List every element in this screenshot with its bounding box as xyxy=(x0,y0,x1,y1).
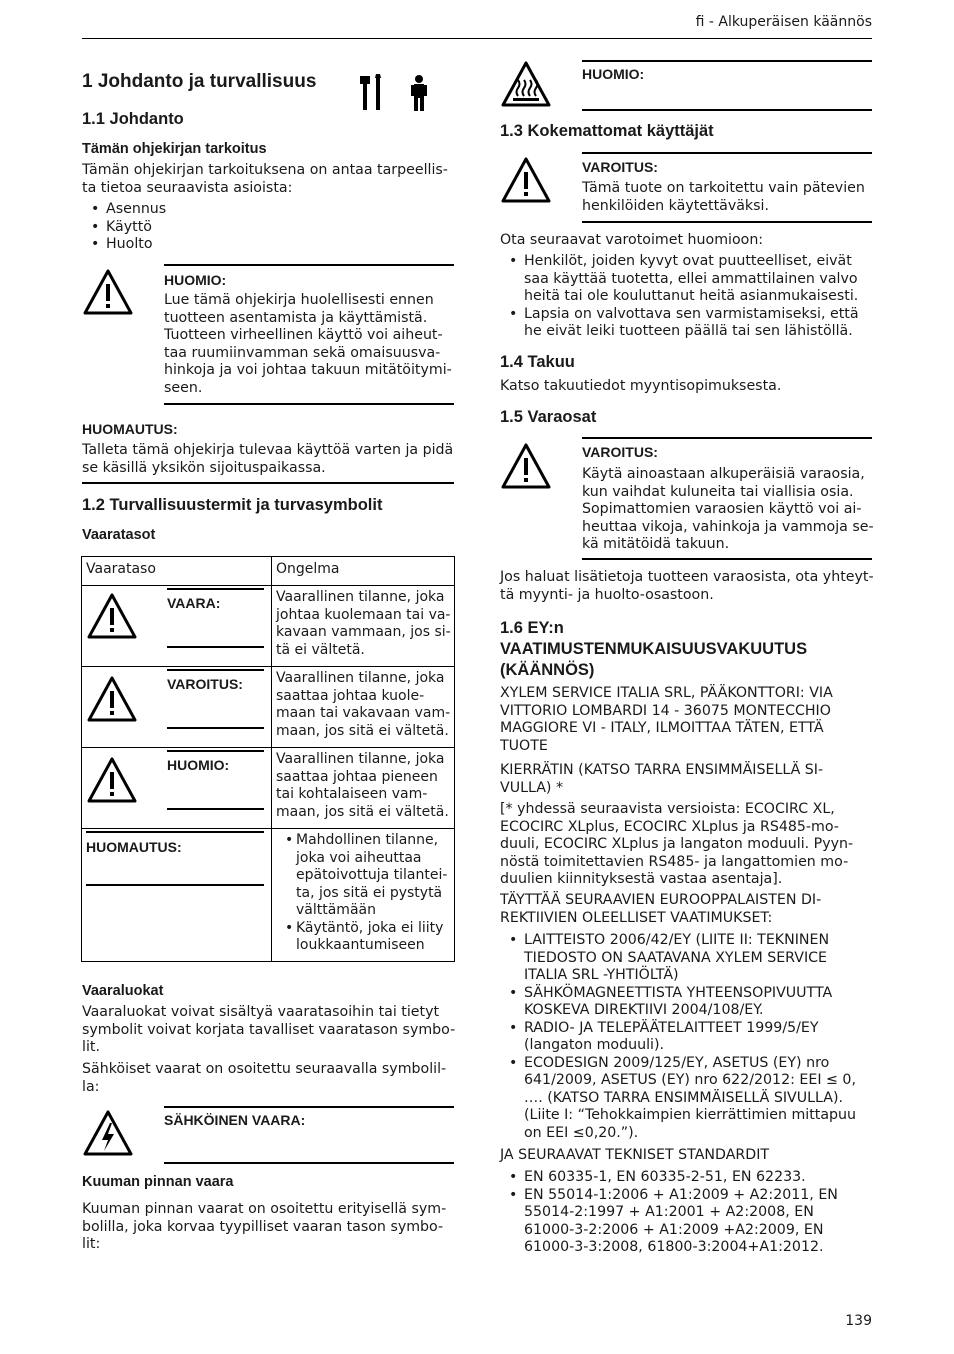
list-item: • Henkilöt, joiden kyvyt ovat puutteelliset, eivät saa käyttää tuotetta, ellei ammattilainen valvo heitä tai ole kouluttanut heitä asianmukaisesti. xyxy=(500,253,874,306)
list-item: • SÄHKÖMAGNEETTISTA YHTEENSOPIVUUTTA KOSKEVA DIREKTIIVI 2004/108/EY. xyxy=(500,985,874,1020)
warning-text: Tämä tuote on tarkoitettu vain pätevien henkilöiden käytettäväksi. xyxy=(582,180,865,214)
header-rule xyxy=(82,38,872,39)
paragraph: Kuuman pinnan vaarat on osoitettu erityisellä sym- bolilla, joka korvaa tyypilliset vaaran tason symbo- lit: xyxy=(82,1201,447,1252)
note-bottom-rule xyxy=(82,482,454,484)
notice-bottom-rule xyxy=(164,403,454,405)
signal-word: VAROITUS: xyxy=(582,444,658,460)
notice-top-rule xyxy=(582,152,872,154)
table-header-cell: Vaarataso xyxy=(82,557,272,586)
page-number: 139 xyxy=(845,1313,872,1329)
subsection-title: Tämän ohjekirjan tarkoitus xyxy=(82,141,267,157)
topics-list xyxy=(82,201,452,254)
table-row xyxy=(82,829,455,962)
precautions-list xyxy=(500,253,874,341)
precautions-intro: Ota seuraavat varotoimet huomioon: xyxy=(500,232,764,248)
section-1-6-title: 1.6 EY:n VAATIMUSTENMUKAISUUSVAKUUTUS (KÄÄNNÖS) xyxy=(500,619,808,679)
signal-word: HUOMIO: xyxy=(167,757,230,773)
standards-intro: JA SEURAAVAT TEKNISET STANDARDIT xyxy=(500,1147,770,1163)
notice-bottom-rule xyxy=(582,558,872,560)
notice-bottom-rule xyxy=(164,1162,454,1164)
chapter-title: 1 Johdanto ja turvallisuus xyxy=(82,71,317,92)
paragraph: Vaaraluokat voivat sisältyä vaaratasoihin tai tietyt symbolit voivat korjata tavalliset vaaratason symbo- lit. xyxy=(82,1004,456,1055)
subsection-title: Kuuman pinnan vaara xyxy=(82,1174,234,1190)
signal-word: HUOMAUTUS: xyxy=(86,839,182,855)
directives-list xyxy=(500,932,874,1142)
paragraph: Sähköiset vaarat on osoitettu seuraavalla symbolil- la: xyxy=(82,1061,447,1095)
notice-bottom-rule xyxy=(582,221,872,223)
signal-word: SÄHKÖINEN VAARA: xyxy=(164,1112,306,1128)
list-item: • EN 60335-1, EN 60335-2-51, EN 62233. xyxy=(500,1169,874,1187)
note-signal: HUOMAUTUS: xyxy=(82,421,178,437)
person-icon xyxy=(406,74,432,116)
signal-word: HUOMIO: xyxy=(582,66,645,82)
list-item: • RADIO- JA TELEPÄÄTELAITTEET 1999/5/EY (langaton moduuli). xyxy=(500,1020,874,1055)
table-row: VAARA: Vaarallinen tilanne, joka johtaa kuolemaan tai va- kavaan vammaan, jos si- tä ei vältetä. xyxy=(82,586,455,667)
paragraph: KIERRÄTIN (KATSO TARRA ENSIMMÄISELLÄ SI- VULLA) * xyxy=(500,762,824,796)
warning-text: Käytä ainoastaan alkuperäisiä varaosia, kun vaihdat kuluneita tai viallisia osia. Sopimattomien varaosien käyttö voi ai- heuttaa vikoja, vahinkoja ja vammoja se- kä mitätöidä takuun. xyxy=(582,466,874,552)
warning-triangle-icon xyxy=(82,268,134,320)
table-row: VAROITUS: Vaarallinen tilanne, joka saattaa johtaa kuole- maan tai vakavaan vam- maan, jos sitä ei vältetä. xyxy=(82,667,455,748)
list-item: • Huolto xyxy=(82,236,452,254)
section-1-1-title: 1.1 Johdanto xyxy=(82,110,184,128)
list-item: • Asennus xyxy=(82,201,452,219)
list-item: • Lapsia on valvottava sen varmistamiseksi, että he eivät leiki tuotteen päällä tai sen lähistöllä. xyxy=(500,306,874,341)
section-1-4-title: 1.4 Takuu xyxy=(500,353,575,371)
warranty-text: Katso takuutiedot myyntisopimuksesta. xyxy=(500,378,782,394)
tools-icon xyxy=(360,74,386,116)
warning-triangle-icon xyxy=(500,156,552,208)
list-item: • Käytäntö, joka ei liity loukkaantumiseen xyxy=(276,920,452,955)
notice-text: Lue tämä ohjekirja huolellisesti ennen tuotteen asentamista ja käyttämistä. Tuotteen virheellinen käyttö voi aiheut- taa ruumiinvamman sekä omaisuusva- hinkoja ja voi johtaa takuun mitätöitymi- seen. xyxy=(164,292,452,396)
signal-word: VAROITUS: xyxy=(167,676,243,692)
table-row: HUOMIO: Vaarallinen tilanne, joka saattaa johtaa pieneen tai kohtalaiseen vam- maan, jos sitä ei vältetä. xyxy=(82,748,455,829)
spare-parts-text: Jos haluat lisätietoja tuotteen varaosista, ota yhteyt- tä myynti- ja huolto-osastoon. xyxy=(500,569,874,603)
subsection-title: Vaaraluokat xyxy=(82,983,164,999)
list-item: • LAITTEISTO 2006/42/EY (LIITE II: TEKNINEN TIEDOSTO ON SAATAVANA XYLEM SERVICE ITALIA SRL -YHTIÖLTÄ) xyxy=(500,932,874,985)
paragraph: TÄYTTÄÄ SEURAAVIEN EUROOPPALAISTEN DI- REKTIIVIEN OLEELLISET VAATIMUKSET: xyxy=(500,892,822,926)
notice-top-rule xyxy=(582,60,872,62)
section-1-2-title: 1.2 Turvallisuustermit ja turvasymbolit xyxy=(82,496,383,514)
list-item: • ECODESIGN 2009/125/EY, ASETUS (EY) nro 641/2009, ASETUS (EY) nro 622/2012: EEI ≤ 0, …. (KATSO TARRA ENSIMMÄISELLÄ SIVULLA). (Liite I: “Tehokkaimpien kierrättimien mittapuu on EEI ≤0,20.”). xyxy=(500,1055,874,1143)
running-header: fi - Alkuperäisen käännös xyxy=(695,14,872,30)
warning-triangle-icon xyxy=(86,675,138,723)
warning-triangle-icon xyxy=(86,592,138,640)
hot-surface-icon xyxy=(500,60,552,112)
notice-bottom-rule xyxy=(582,109,872,111)
section-1-3-title: 1.3 Kokemattomat käyttäjät xyxy=(500,122,714,140)
paragraph: XYLEM SERVICE ITALIA SRL, PÄÄKONTTORI: VIA VITTORIO LOMBARDI 14 - 36075 MONTECCHIO MAGGIORE VI - ITALY, ILMOITTAA TÄTEN, ETTÄ TUOTE xyxy=(500,685,833,754)
signal-word: VAROITUS: xyxy=(582,159,658,175)
notice-top-rule xyxy=(582,437,872,439)
notice-top-rule xyxy=(164,264,454,266)
intro-text: Tämän ohjekirjan tarkoituksena on antaa tarpeellis- ta tietoa seuraavista asioista: xyxy=(82,162,448,196)
paragraph: [* yhdessä seuraavista versioista: ECOCIRC XL, ECOCIRC XLplus, ECOCIRC XLplus ja RS485-mo- duuli, ECOCIRC XLplus ja langaton moduuli. Pyyn- nöstä toimitettavien RS485- ja langattomien mo- duulien kiinnityksestä vastaa asentaja]. xyxy=(500,801,854,887)
signal-word: HUOMIO: xyxy=(164,272,227,288)
hazard-levels-table xyxy=(81,556,455,962)
standards-list xyxy=(500,1169,874,1257)
notice-top-rule xyxy=(164,1106,454,1108)
table-header-cell: Ongelma xyxy=(272,557,455,586)
section-1-5-title: 1.5 Varaosat xyxy=(500,408,597,426)
list-item: • Mahdollinen tilanne, joka voi aiheuttaa epätoivottuja tilantei- ta, jos sitä ei pystytä välttämään xyxy=(276,832,452,920)
warning-triangle-icon xyxy=(86,756,138,804)
warning-triangle-icon xyxy=(500,442,552,494)
list-item: • Käyttö xyxy=(82,219,452,237)
subsection-title: Vaaratasot xyxy=(82,527,156,543)
electric-hazard-icon xyxy=(82,1109,134,1161)
signal-word: VAARA: xyxy=(167,595,221,611)
note-text: Talleta tämä ohjekirja tulevaa käyttöä varten ja pidä se käsillä yksikön sijoituspaikassa. xyxy=(82,442,454,476)
note-cases-list xyxy=(276,832,452,955)
list-item: • EN 55014-1:2006 + A1:2009 + A2:2011, EN 55014-2:1997 + A1:2001 + A2:2008, EN 61000-3-2:2006 + A1:2009 +A2:2009, EN 61000-3-3:2008, 61800-3:2004+A1:2012. xyxy=(500,1187,874,1257)
